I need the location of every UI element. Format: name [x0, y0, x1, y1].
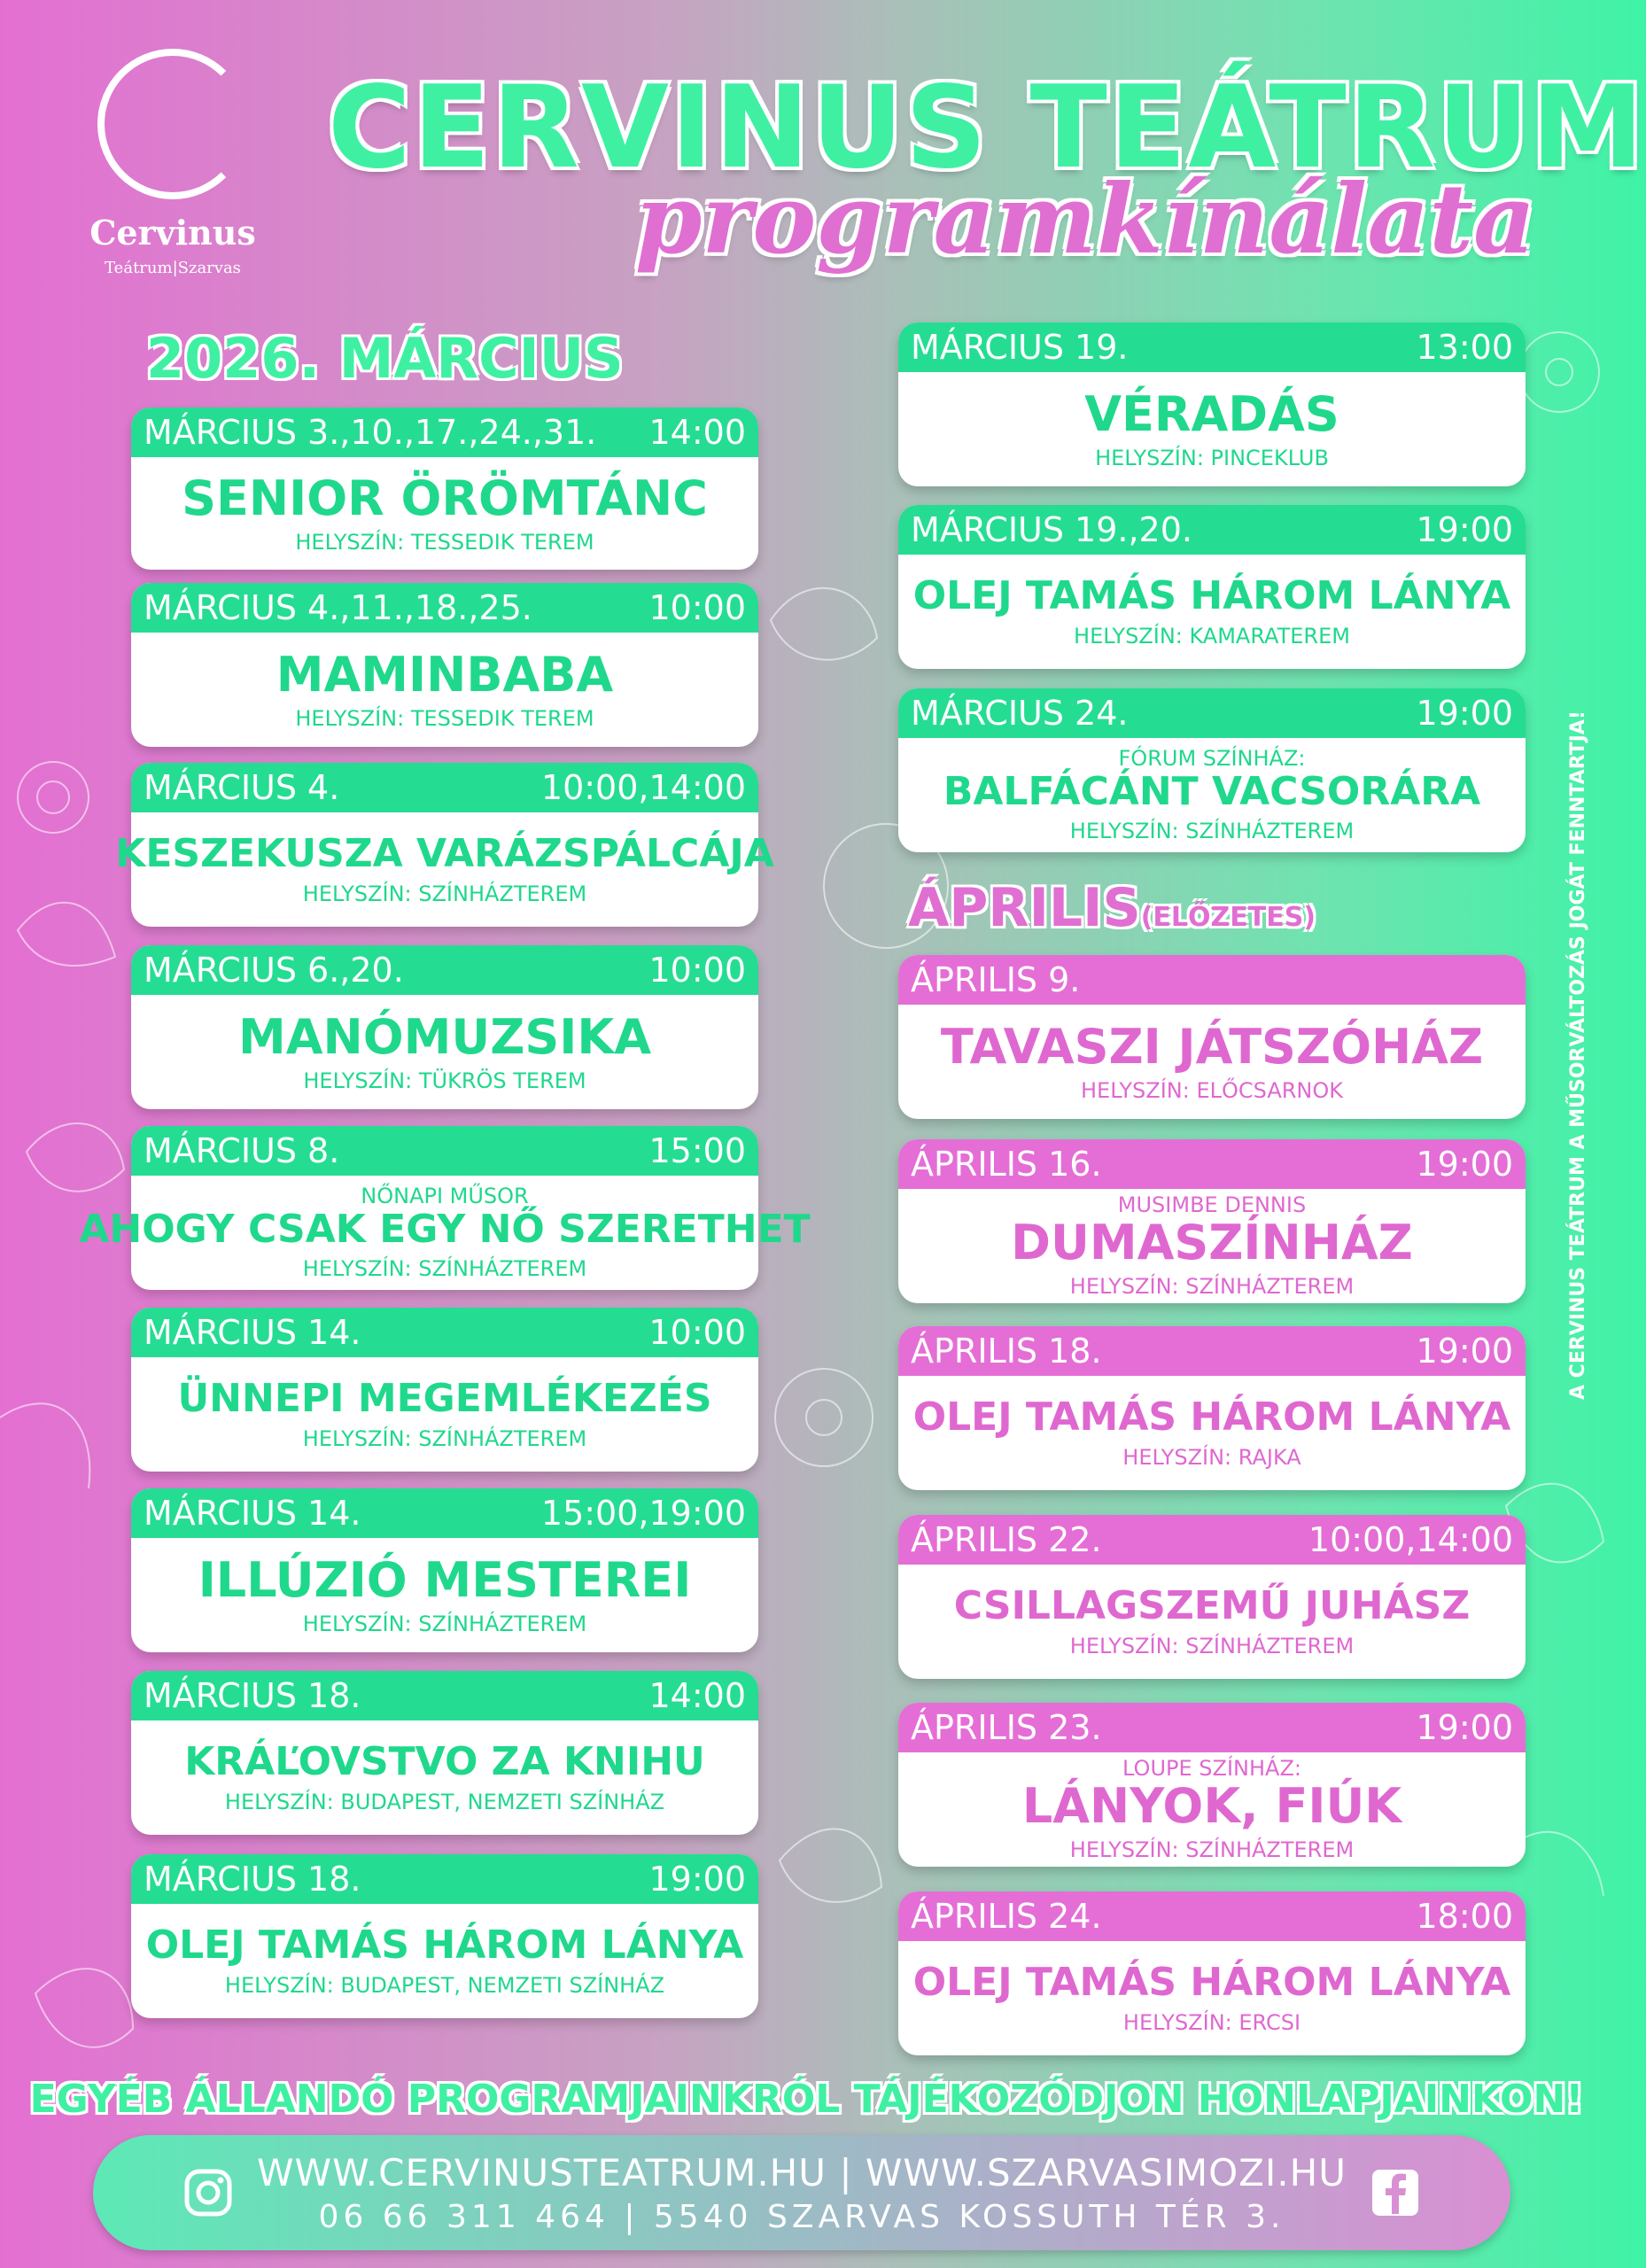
event-body [898, 1189, 1526, 1303]
event-title: SENIOR ÖRÖMTÁNC [182, 470, 708, 526]
event-card [898, 688, 1526, 852]
event-time: 14:00 [648, 1676, 746, 1715]
event-time: 19:00 [1416, 1332, 1513, 1371]
event-header [131, 1488, 758, 1538]
event-date: MÁRCIUS 4. [144, 768, 340, 807]
event-title: MAMINBABA [276, 646, 614, 703]
event-date: ÁPRILIS 18. [911, 1332, 1102, 1371]
event-location: HELYSZÍN: BUDAPEST, NEMZETI SZÍNHÁZ [224, 1789, 665, 1814]
event-location: HELYSZÍN: SZÍNHÁZTEREM [302, 1612, 587, 1637]
april-heading-label: ÁPRILIS [908, 877, 1141, 939]
event-date: MÁRCIUS 3.,10.,17.,24.,31. [144, 413, 597, 452]
page-subtitle: programkínálata [634, 164, 1536, 276]
event-location: HELYSZÍN: SZÍNHÁZTEREM [302, 881, 587, 906]
event-title: LÁNYOK, FIÚK [1021, 1778, 1402, 1834]
event-date: MÁRCIUS 24. [911, 694, 1129, 733]
event-location: HELYSZÍN: TÜKRÖS TEREM [303, 1068, 586, 1094]
event-location: HELYSZÍN: ERCSI [1122, 2009, 1301, 2035]
event-subtitle: MUSIMBE DENNIS [1117, 1192, 1307, 1217]
event-body [898, 1752, 1526, 1867]
event-location: HELYSZÍN: SZÍNHÁZTEREM [302, 1255, 587, 1281]
april-heading [908, 877, 1316, 939]
event-card [131, 1854, 758, 2018]
event-card [131, 583, 758, 747]
event-header [898, 1891, 1526, 1941]
event-title: OLEJ TAMÁS HÁROM LÁNYA [912, 1394, 1511, 1441]
event-time: 10:00 [648, 951, 746, 990]
event-title: OLEJ TAMÁS HÁROM LÁNYA [145, 1922, 744, 1969]
event-title: AHOGY CSAK EGY NŐ SZERETHET [79, 1206, 811, 1252]
contact-info: 06 66 311 464 | 5540 SZARVAS KOSSUTH TÉR 3. [318, 2199, 1285, 2235]
event-date: ÁPRILIS 16. [911, 1145, 1102, 1184]
event-time: 19:00 [1416, 510, 1513, 549]
event-body [898, 738, 1526, 852]
event-card [79, 1126, 811, 1290]
event-card [898, 322, 1526, 486]
event-date: ÁPRILIS 22. [911, 1520, 1102, 1559]
event-body [131, 995, 758, 1109]
event-body [131, 457, 758, 570]
event-date: MÁRCIUS 19.,20. [911, 510, 1192, 549]
event-time: 14:00 [648, 413, 746, 452]
event-header [131, 1854, 758, 1904]
event-body [898, 372, 1526, 486]
facebook-icon[interactable] [1369, 2166, 1422, 2219]
event-location: HELYSZÍN: KAMARATEREM [1074, 623, 1350, 649]
april-note: (ELŐZETES) [1140, 902, 1316, 933]
event-location: HELYSZÍN: SZÍNHÁZTEREM [1069, 1837, 1355, 1863]
event-time: 19:00 [1416, 1145, 1513, 1184]
event-title: CSILLAGSZEMŰ JUHÁSZ [953, 1583, 1471, 1629]
event-location: HELYSZÍN: SZÍNHÁZTEREM [1069, 1274, 1355, 1300]
event-location: HELYSZÍN: ELŐCSARNOK [1080, 1078, 1343, 1104]
event-time: 13:00 [1416, 328, 1513, 367]
website-links[interactable]: WWW.CERVINUSTEATRUM.HU | WWW.SZARVASIMOZI.HU [257, 2151, 1347, 2194]
event-date: MÁRCIUS 14. [144, 1494, 361, 1533]
event-location: HELYSZÍN: RAJKA [1122, 1444, 1301, 1470]
event-card [131, 945, 758, 1109]
event-card [131, 408, 758, 570]
event-title: BALFÁCÁNT VACSORÁRA [943, 768, 1481, 814]
event-header [898, 505, 1526, 555]
event-title: MANÓMUZSIKA [238, 1008, 651, 1065]
event-subtitle: LOUPE SZÍNHÁZ: [1122, 1755, 1301, 1781]
event-date: ÁPRILIS 24. [911, 1897, 1102, 1936]
logo-subtitle: Teátrum|Szarvas [105, 259, 241, 277]
side-disclaimer: A CERVINUS TEÁTRUM A MŰSORVÁLTOZÁS JOGÁT FENNTARTJA! [1567, 711, 1589, 1400]
event-location: HELYSZÍN: PINCEKLUB [1095, 446, 1329, 471]
event-card [898, 1891, 1526, 2055]
event-card [115, 763, 774, 927]
event-body [131, 1538, 758, 1652]
event-card [131, 1488, 758, 1652]
event-header [898, 1326, 1526, 1376]
event-time: 10:00,14:00 [540, 768, 746, 807]
event-time: 15:00,19:00 [540, 1494, 746, 1533]
event-date: MÁRCIUS 18. [144, 1860, 361, 1899]
event-card [898, 1703, 1526, 1867]
event-location: HELYSZÍN: TESSEDIK TEREM [295, 530, 594, 555]
event-header [131, 583, 758, 633]
event-time: 19:00 [1416, 694, 1513, 733]
event-header [131, 1671, 758, 1720]
event-body [79, 1176, 811, 1290]
event-body [898, 555, 1526, 669]
event-body [898, 1941, 1526, 2055]
event-time: 18:00 [1416, 1897, 1513, 1936]
event-body [131, 633, 758, 747]
event-date: MÁRCIUS 8. [144, 1131, 340, 1170]
event-header [898, 1703, 1526, 1752]
event-title: KRÁĽOVSTVO ZA KNIHU [184, 1739, 705, 1785]
event-date: MÁRCIUS 18. [144, 1676, 361, 1715]
event-subtitle: FÓRUM SZÍNHÁZ: [1118, 746, 1306, 772]
event-header [898, 322, 1526, 372]
event-body [898, 1005, 1526, 1119]
event-subtitle: NŐNAPI MŰSOR [361, 1184, 529, 1209]
event-title: TAVASZI JÁTSZÓHÁZ [940, 1018, 1484, 1075]
page-title: CERVINUS TEÁTRUM [328, 62, 1646, 194]
event-date: ÁPRILIS 23. [911, 1708, 1102, 1747]
event-body [131, 1720, 758, 1835]
logo-ring-icon [97, 49, 248, 199]
event-date: MÁRCIUS 14. [144, 1313, 361, 1352]
event-location: HELYSZÍN: SZÍNHÁZTEREM [1069, 1633, 1355, 1658]
event-title: ILLÚZIÓ MESTEREI [198, 1551, 692, 1608]
march-heading: 2026. MÁRCIUS [146, 326, 624, 391]
event-time: 10:00,14:00 [1308, 1520, 1513, 1559]
event-location: HELYSZÍN: TESSEDIK TEREM [295, 706, 594, 732]
event-location: HELYSZÍN: SZÍNHÁZTEREM [302, 1425, 587, 1451]
event-body [898, 1565, 1526, 1679]
event-card [898, 1326, 1526, 1490]
event-title: DUMASZÍNHÁZ [1011, 1215, 1413, 1270]
event-header [898, 1515, 1526, 1565]
event-card [898, 955, 1526, 1119]
event-card [898, 1515, 1526, 1679]
event-time: 19:00 [1416, 1708, 1513, 1747]
event-header [131, 945, 758, 995]
event-header [898, 955, 1526, 1005]
event-time: 19:00 [648, 1860, 746, 1899]
event-date: ÁPRILIS 9. [911, 960, 1081, 999]
footer-note: EGYÉB ÁLLANDÓ PROGRAMJAINKRÓL TÁJÉKOZÓDJON HONLAPJAINKON! [29, 2077, 1584, 2122]
event-time: 15:00 [648, 1131, 746, 1170]
event-title: ÜNNEPI MEGEMLÉKEZÉS [177, 1376, 712, 1422]
logo-name: Cervinus [89, 213, 256, 252]
event-time: 10:00 [648, 1313, 746, 1352]
event-body [131, 1357, 758, 1472]
event-card [898, 505, 1526, 669]
event-body [115, 812, 774, 927]
event-header [131, 408, 758, 457]
event-title: OLEJ TAMÁS HÁROM LÁNYA [912, 573, 1511, 619]
event-body [131, 1904, 758, 2018]
event-card [131, 1308, 758, 1472]
event-date: MÁRCIUS 6.,20. [144, 951, 404, 990]
event-card [131, 1671, 758, 1835]
cervinus-logo [89, 49, 266, 288]
event-title: OLEJ TAMÁS HÁROM LÁNYA [912, 1960, 1511, 2006]
event-header [131, 763, 758, 812]
event-date: MÁRCIUS 19. [911, 328, 1129, 367]
event-date: MÁRCIUS 4.,11.,18.,25. [144, 588, 532, 627]
event-location: HELYSZÍN: SZÍNHÁZTEREM [1069, 818, 1355, 843]
event-time: 10:00 [648, 588, 746, 627]
event-location: HELYSZÍN: BUDAPEST, NEMZETI SZÍNHÁZ [224, 1972, 665, 1998]
event-header [898, 1139, 1526, 1189]
event-header [898, 688, 1526, 738]
event-header [131, 1126, 758, 1176]
event-title: VÉRADÁS [1084, 385, 1339, 442]
event-header [131, 1308, 758, 1357]
event-card [898, 1139, 1526, 1303]
event-body [898, 1376, 1526, 1490]
contact-bar [93, 2135, 1510, 2250]
event-title: KESZEKUSZA VARÁZSPÁLCÁJA [115, 831, 774, 877]
